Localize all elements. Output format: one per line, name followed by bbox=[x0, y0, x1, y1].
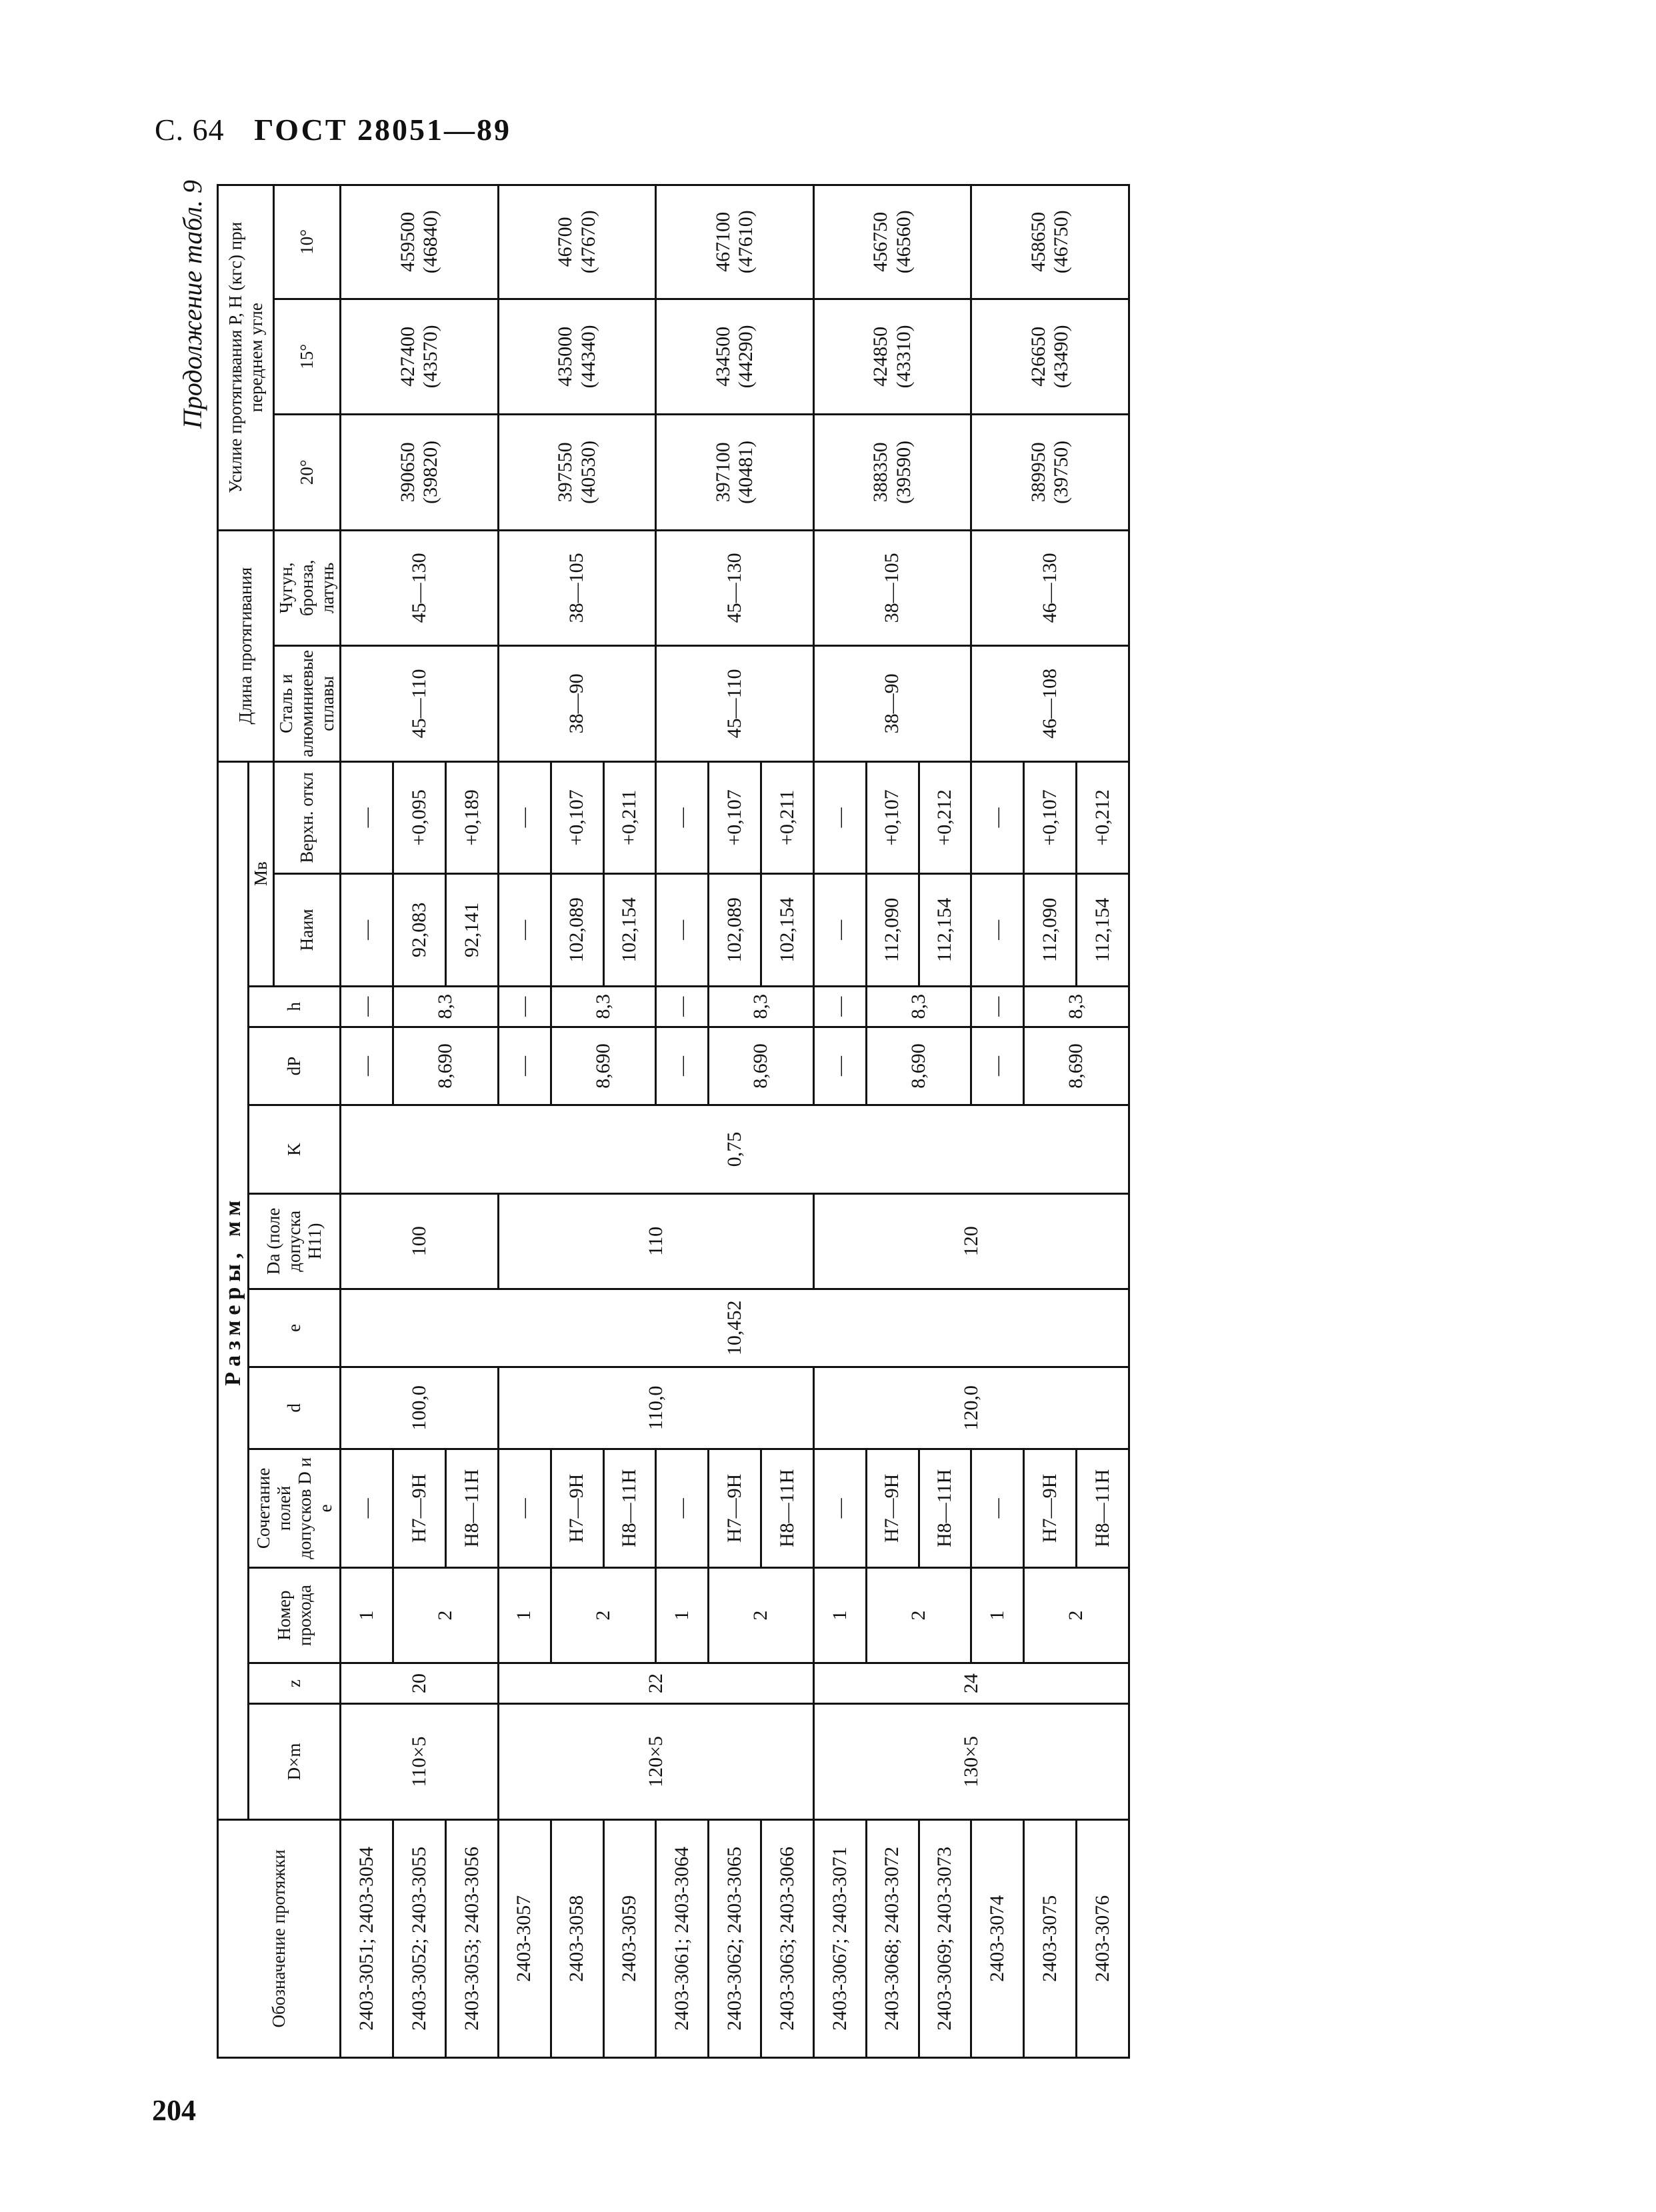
steel-length-cell: 46—108 bbox=[971, 646, 1129, 762]
col-steel: Сталь и алюминиевые сплавы bbox=[274, 646, 341, 762]
upper-dev-cell: +0,212 bbox=[919, 761, 971, 874]
z-cell: 22 bbox=[498, 1663, 813, 1704]
col-designation: Обозначение протяжки bbox=[218, 1819, 341, 2057]
e-cell: 10,452 bbox=[341, 1289, 1129, 1367]
nominal-cell: — bbox=[656, 874, 709, 986]
designation-cell: 2403-3052; 2403-3055 bbox=[393, 1819, 446, 2057]
d-cell: 100,0 bbox=[341, 1367, 499, 1449]
group-mb-header: Mв bbox=[249, 761, 274, 986]
upper-dev-cell: +0,211 bbox=[603, 761, 656, 874]
steel-length-cell: 38—90 bbox=[498, 646, 656, 762]
dxm-cell: 130×5 bbox=[813, 1704, 1129, 1820]
h-cell: — bbox=[498, 986, 551, 1027]
designation-cell: 2403-3053; 2403-3056 bbox=[445, 1819, 498, 2057]
col-angle-10: 10° bbox=[274, 185, 341, 299]
nominal-cell: 102,154 bbox=[761, 874, 814, 986]
upper-dev-cell: +0,107 bbox=[866, 761, 919, 874]
force-15-cell: 426650 (43490) bbox=[971, 299, 1129, 415]
force-10-cell: 458650 (46750) bbox=[971, 185, 1129, 299]
col-da: Da (поле допуска H11) bbox=[249, 1193, 341, 1289]
col-nominal: Наим bbox=[274, 874, 341, 986]
designation-cell: 2403-3057 bbox=[498, 1819, 551, 2057]
tolerance-cell: H8—11H bbox=[761, 1449, 814, 1568]
force-15-cell: 435000 (44340) bbox=[498, 299, 656, 415]
d-cell: 120,0 bbox=[813, 1367, 1129, 1449]
dp-cell: 8,690 bbox=[709, 1027, 814, 1105]
col-upper-dev: Верхн. откл bbox=[274, 761, 341, 874]
tolerance-cell: H7—9H bbox=[393, 1449, 446, 1568]
nominal-cell: — bbox=[341, 874, 393, 986]
force-20-cell: 390650 (39820) bbox=[341, 415, 499, 531]
h-cell: 8,3 bbox=[709, 986, 814, 1027]
dp-cell: 8,690 bbox=[866, 1027, 971, 1105]
nominal-cell: 112,154 bbox=[1077, 874, 1129, 986]
tolerance-cell: — bbox=[498, 1449, 551, 1568]
nominal-cell: 92,141 bbox=[445, 874, 498, 986]
table-body bbox=[341, 185, 1129, 2058]
designation-cell: 2403-3063; 2403-3066 bbox=[761, 1819, 814, 2057]
designation-cell: 2403-3062; 2403-3065 bbox=[709, 1819, 761, 2057]
steel-length-cell: 45—110 bbox=[656, 646, 814, 762]
iron-length-cell: 45—130 bbox=[656, 530, 814, 646]
force-15-cell: 434500 (44290) bbox=[656, 299, 814, 415]
col-d: d bbox=[249, 1367, 341, 1449]
col-tolerance: Сочетание полей допусков D и e bbox=[249, 1449, 341, 1568]
upper-dev-cell: +0,107 bbox=[551, 761, 603, 874]
force-10-cell: 467100 (47610) bbox=[656, 185, 814, 299]
da-cell: 120 bbox=[813, 1193, 1129, 1289]
dxm-cell: 110×5 bbox=[341, 1704, 499, 1820]
col-dp: dP bbox=[249, 1027, 341, 1105]
h-cell: 8,3 bbox=[393, 986, 499, 1027]
pass-cell: 2 bbox=[1024, 1568, 1129, 1663]
tolerance-cell: — bbox=[813, 1449, 866, 1568]
pass-cell: 2 bbox=[393, 1568, 499, 1663]
col-h: h bbox=[249, 986, 341, 1027]
upper-dev-cell: +0,107 bbox=[1024, 761, 1077, 874]
page-label: С. 64 bbox=[155, 113, 225, 147]
col-e: e bbox=[249, 1289, 341, 1367]
nominal-cell: 112,090 bbox=[866, 874, 919, 986]
tolerance-cell: — bbox=[971, 1449, 1024, 1568]
force-15-cell: 424850 (43310) bbox=[813, 299, 971, 415]
h-cell: 8,3 bbox=[866, 986, 971, 1027]
tolerance-cell: H8—11H bbox=[919, 1449, 971, 1568]
nominal-cell: 112,090 bbox=[1024, 874, 1077, 986]
force-10-cell: 46700 (47670) bbox=[498, 185, 656, 299]
nominal-cell: 112,154 bbox=[919, 874, 971, 986]
tolerance-cell: H7—9H bbox=[866, 1449, 919, 1568]
d-cell: 110,0 bbox=[498, 1367, 813, 1449]
upper-dev-cell: — bbox=[656, 761, 709, 874]
nominal-cell: 92,083 bbox=[393, 874, 446, 986]
nominal-cell: 102,154 bbox=[603, 874, 656, 986]
data-table bbox=[217, 184, 1130, 2059]
designation-cell: 2403-3074 bbox=[971, 1819, 1024, 2057]
dp-cell: 8,690 bbox=[393, 1027, 499, 1105]
designation-cell: 2403-3051; 2403-3054 bbox=[341, 1819, 393, 2057]
tolerance-cell: H8—11H bbox=[603, 1449, 656, 1568]
da-cell: 100 bbox=[341, 1193, 499, 1289]
tolerance-cell: H8—11H bbox=[445, 1449, 498, 1568]
tolerance-cell: H7—9H bbox=[1024, 1449, 1077, 1568]
h-cell: 8,3 bbox=[551, 986, 656, 1027]
steel-length-cell: 45—110 bbox=[341, 646, 499, 762]
nominal-cell: 102,089 bbox=[709, 874, 761, 986]
upper-dev-cell: — bbox=[341, 761, 393, 874]
pass-cell: 1 bbox=[498, 1568, 551, 1663]
iron-length-cell: 38—105 bbox=[813, 530, 971, 646]
group-length-header: Длина протягивания bbox=[218, 530, 274, 761]
k-cell: 0,75 bbox=[341, 1105, 1129, 1194]
nominal-cell: — bbox=[498, 874, 551, 986]
pass-cell: 1 bbox=[813, 1568, 866, 1663]
col-angle-15: 15° bbox=[274, 299, 341, 415]
designation-cell: 2403-3076 bbox=[1077, 1819, 1129, 2057]
rotated-table-wrapper bbox=[217, 184, 1130, 2059]
h-cell: 8,3 bbox=[1024, 986, 1129, 1027]
designation-cell: 2403-3061; 2403-3064 bbox=[656, 1819, 709, 2057]
tolerance-cell: H7—9H bbox=[551, 1449, 603, 1568]
dp-cell: — bbox=[341, 1027, 393, 1105]
dp-cell: 8,690 bbox=[551, 1027, 656, 1105]
force-20-cell: 388350 (39590) bbox=[813, 415, 971, 531]
h-cell: — bbox=[813, 986, 866, 1027]
col-z: z bbox=[249, 1663, 341, 1704]
nominal-cell: — bbox=[971, 874, 1024, 986]
z-cell: 20 bbox=[341, 1663, 499, 1704]
upper-dev-cell: +0,189 bbox=[445, 761, 498, 874]
h-cell: — bbox=[656, 986, 709, 1027]
force-10-cell: 459500 (46840) bbox=[341, 185, 499, 299]
nominal-cell: — bbox=[813, 874, 866, 986]
force-15-cell: 427400 (43570) bbox=[341, 299, 499, 415]
designation-cell: 2403-3059 bbox=[603, 1819, 656, 2057]
dp-cell: 8,690 bbox=[1024, 1027, 1129, 1105]
force-10-cell: 456750 (46560) bbox=[813, 185, 971, 299]
designation-cell: 2403-3075 bbox=[1024, 1819, 1077, 2057]
upper-dev-cell: +0,212 bbox=[1077, 761, 1129, 874]
pass-cell: 2 bbox=[709, 1568, 814, 1663]
nominal-cell: 102,089 bbox=[551, 874, 603, 986]
table-row bbox=[341, 185, 393, 2058]
pass-cell: 1 bbox=[341, 1568, 393, 1663]
upper-dev-cell: — bbox=[498, 761, 551, 874]
upper-dev-cell: — bbox=[813, 761, 866, 874]
pass-cell: 2 bbox=[551, 1568, 656, 1663]
col-k: K bbox=[249, 1105, 341, 1194]
designation-cell: 2403-3067; 2403-3071 bbox=[813, 1819, 866, 2057]
iron-length-cell: 38—105 bbox=[498, 530, 656, 646]
standard-title: ГОСТ 28051—89 bbox=[254, 113, 512, 147]
page-header bbox=[155, 112, 511, 147]
page-number: 204 bbox=[152, 2094, 196, 2127]
z-cell: 24 bbox=[813, 1663, 1129, 1704]
continuation-note: Продолжение табл. 9 bbox=[177, 180, 207, 429]
designation-cell: 2403-3068; 2403-3072 bbox=[866, 1819, 919, 2057]
col-pass: Номер прохода bbox=[249, 1568, 341, 1663]
group-sizes-header: Размеры, мм bbox=[218, 761, 249, 1819]
iron-length-cell: 46—130 bbox=[971, 530, 1129, 646]
upper-dev-cell: +0,107 bbox=[709, 761, 761, 874]
pass-cell: 1 bbox=[971, 1568, 1024, 1663]
col-dxm: D×m bbox=[249, 1704, 341, 1820]
group-force-header: Усилие протягивания P, Н (кгс) при переднем угле bbox=[218, 185, 274, 531]
col-angle-20: 20° bbox=[274, 415, 341, 531]
iron-length-cell: 45—130 bbox=[341, 530, 499, 646]
designation-cell: 2403-3058 bbox=[551, 1819, 603, 2057]
dp-cell: — bbox=[498, 1027, 551, 1105]
force-20-cell: 389950 (39750) bbox=[971, 415, 1129, 531]
tolerance-cell: — bbox=[656, 1449, 709, 1568]
pass-cell: 2 bbox=[866, 1568, 971, 1663]
pass-cell: 1 bbox=[656, 1568, 709, 1663]
upper-dev-cell: +0,095 bbox=[393, 761, 446, 874]
h-cell: — bbox=[341, 986, 393, 1027]
tolerance-cell: H8—11H bbox=[1077, 1449, 1129, 1568]
dp-cell: — bbox=[971, 1027, 1024, 1105]
tolerance-cell: — bbox=[341, 1449, 393, 1568]
upper-dev-cell: +0,211 bbox=[761, 761, 814, 874]
dp-cell: — bbox=[656, 1027, 709, 1105]
designation-cell: 2403-3069; 2403-3073 bbox=[919, 1819, 971, 2057]
col-iron: Чугун, бронза, латунь bbox=[274, 530, 341, 646]
force-20-cell: 397550 (40530) bbox=[498, 415, 656, 531]
dp-cell: — bbox=[813, 1027, 866, 1105]
h-cell: — bbox=[971, 986, 1024, 1027]
tolerance-cell: H7—9H bbox=[709, 1449, 761, 1568]
dxm-cell: 120×5 bbox=[498, 1704, 813, 1820]
da-cell: 110 bbox=[498, 1193, 813, 1289]
steel-length-cell: 38—90 bbox=[813, 646, 971, 762]
force-20-cell: 397100 (40481) bbox=[656, 415, 814, 531]
upper-dev-cell: — bbox=[971, 761, 1024, 874]
